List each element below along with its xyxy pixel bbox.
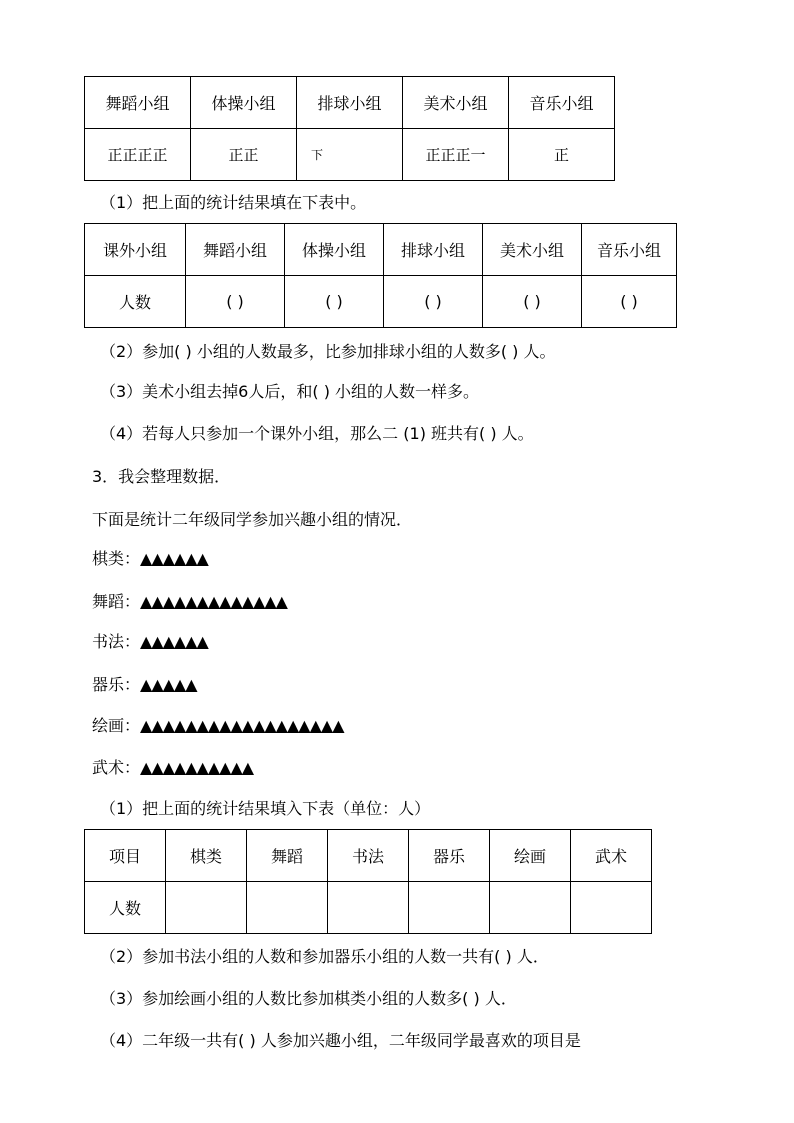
interest-table [84,829,652,934]
q3-intro: 下面是统计二年级同学参加兴趣小组的情况． [92,510,413,529]
interest-table-row-label: 人数 [85,882,166,934]
q3-item2: （2）参加书法小组的人数和参加器乐小组的人数一共有( ) 人． [100,947,549,966]
tally-header-gym: 体操小组 [191,77,297,129]
q3-item1: （1）把上面的统计结果填入下表（单位：人） [100,799,431,818]
interest-table-header-1: 棋类 [166,830,247,882]
q2-item4: （4）若每人只参加一个课外小组，那么二 (1) 班共有( ) 人。 [100,424,534,443]
q3-title: 3．我会整理数据． [92,467,231,486]
row-dance [92,591,287,613]
empty-cell[interactable] [409,882,490,934]
q2-item2: （2）参加( ) 小组的人数最多，比参加排球小组的人数多( ) 人。 [100,342,556,361]
row-label: 绘画： [92,716,141,735]
row-label: 武术： [92,758,141,777]
row-label: 器乐： [92,675,141,694]
empty-cell[interactable] [247,882,328,934]
q2-item1: （1）把上面的统计结果填在下表中。 [100,193,367,212]
tally-header-art: 美术小组 [403,77,509,129]
group-count-table [84,223,677,328]
row-label: 棋类： [92,549,141,568]
blank-field[interactable]: ( ) [186,276,285,328]
group-table-row-label: 人数 [85,276,186,328]
empty-cell[interactable] [571,882,652,934]
triangle-marks: ▲▲▲▲▲▲▲▲▲▲▲▲▲ [140,592,287,611]
q3-item4: （4）二年级一共有( ) 人参加兴趣小组，二年级同学最喜欢的项目是 [100,1031,581,1050]
q2-item3: （3）美术小组去掉6人后，和( ) 小组的人数一样多。 [100,382,480,401]
triangle-marks: ▲▲▲▲▲▲ [140,549,208,568]
row-label: 书法： [92,632,141,651]
group-table-header-1: 舞蹈小组 [186,224,285,276]
row-instrument [92,674,197,696]
empty-cell[interactable] [166,882,247,934]
interest-table-header-4: 器乐 [409,830,490,882]
group-table-header-4: 美术小组 [483,224,582,276]
group-table-header-0: 课外小组 [85,224,186,276]
row-martial-arts [92,757,253,779]
tally-gym: 正正 [191,129,297,181]
interest-table-header-3: 书法 [328,830,409,882]
interest-table-header-2: 舞蹈 [247,830,328,882]
empty-cell[interactable] [490,882,571,934]
row-label: 舞蹈： [92,592,141,611]
tally-art: 正正正一 [403,129,509,181]
tally-header-volleyball: 排球小组 [297,77,403,129]
blank-field[interactable]: ( ) [384,276,483,328]
blank-field[interactable]: ( ) [483,276,582,328]
triangle-marks: ▲▲▲▲▲ [140,675,197,694]
tally-header-dance: 舞蹈小组 [85,77,191,129]
interest-table-header-6: 武术 [571,830,652,882]
triangle-marks: ▲▲▲▲▲▲▲▲▲▲▲▲▲▲▲▲▲▲ [140,716,344,735]
group-table-header-2: 体操小组 [285,224,384,276]
blank-field[interactable]: ( ) [285,276,384,328]
empty-cell[interactable] [328,882,409,934]
tally-table [84,76,615,181]
tally-music: 正 [509,129,615,181]
interest-table-header-5: 绘画 [490,830,571,882]
blank-field[interactable]: ( ) [582,276,677,328]
tally-header-music: 音乐小组 [509,77,615,129]
triangle-marks: ▲▲▲▲▲▲▲▲▲▲ [140,758,254,777]
row-chess [92,548,208,570]
group-table-header-5: 音乐小组 [582,224,677,276]
tally-volleyball: 下 [297,129,403,181]
group-table-header-3: 排球小组 [384,224,483,276]
q3-item3: （3）参加绘画小组的人数比参加棋类小组的人数多( ) 人． [100,989,517,1008]
row-calligraphy [92,631,208,653]
row-painting [92,715,344,737]
interest-table-header-0: 项目 [85,830,166,882]
triangle-marks: ▲▲▲▲▲▲ [140,632,208,651]
tally-dance: 正正正正 [85,129,191,181]
